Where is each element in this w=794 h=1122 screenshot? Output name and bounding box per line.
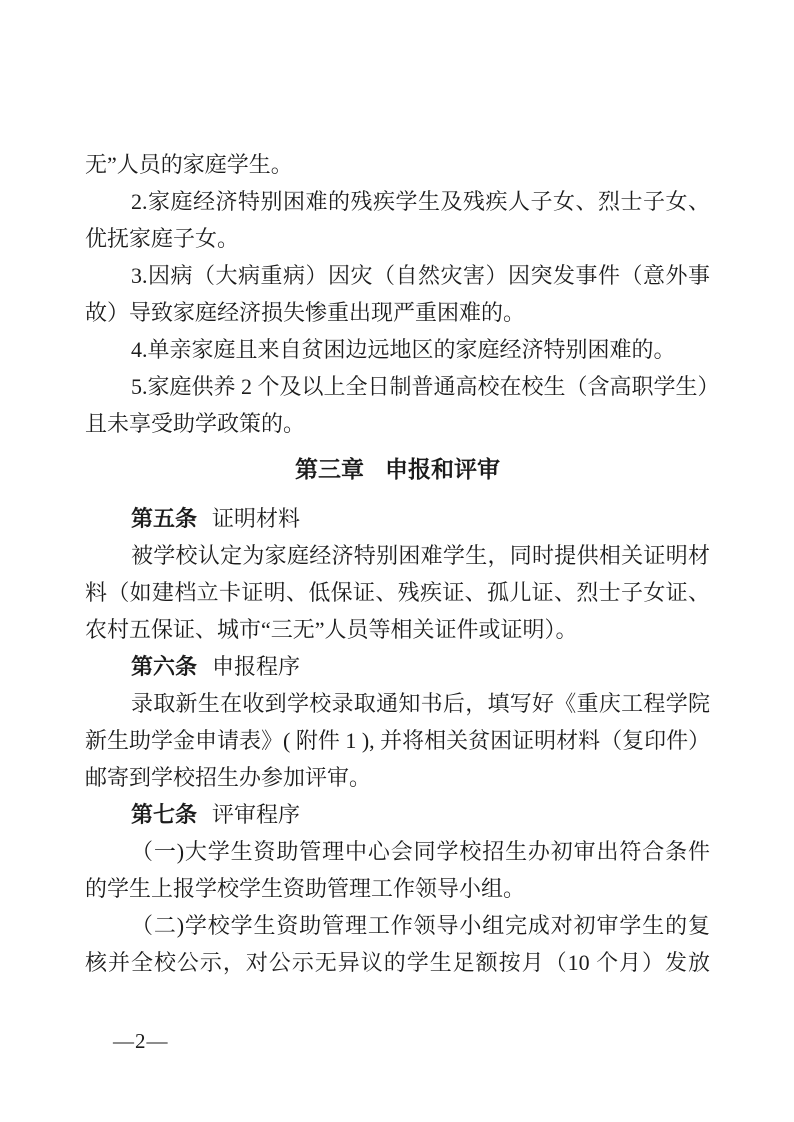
paragraph-line: （一)大学生资助管理中心会同学校招生办初审出符合条件 xyxy=(131,839,710,864)
page-number: —2— xyxy=(113,1029,169,1053)
paragraph-line: 4.单亲家庭且来自贫困边远地区的家庭经济特别困难的。 xyxy=(131,337,676,362)
article-title: 评审程序 xyxy=(212,802,301,827)
paragraph-line: 故）导致家庭经济损失惨重出现严重困难的。 xyxy=(85,300,526,325)
document-body xyxy=(85,146,720,981)
paragraph-line: 无”人员的家庭学生。 xyxy=(85,152,293,177)
article-label: 第五条 xyxy=(131,506,198,531)
paragraph-line: 录取新生在收到学校录取通知书后，填写好《重庆工程学院 xyxy=(131,691,710,716)
paragraph-line: 被学校认定为家庭经济特别困难学生，同时提供相关证明材 xyxy=(131,543,710,568)
article-heading xyxy=(85,500,710,537)
paragraph-line: 且未享受助学政策的。 xyxy=(85,411,306,436)
paragraph-line: 的学生上报学校学生资助管理工作领导小组。 xyxy=(85,876,526,901)
paragraph-line: 2.家庭经济特别困难的残疾学生及残疾人子女、烈士子女、 xyxy=(131,189,710,214)
paragraph-line: 新生助学金申请表》( 附件 1 ), 并将相关贫困证明材料（复印件） xyxy=(85,728,711,753)
paragraph-line: 料（如建档立卡证明、低保证、残疾证、孤儿证、烈士子女证、 xyxy=(85,580,710,605)
article-label: 第六条 xyxy=(131,654,198,679)
chapter-number: 第三章 xyxy=(295,456,364,482)
chapter-heading xyxy=(85,451,710,488)
article-heading xyxy=(85,796,710,833)
paragraph-line: 邮寄到学校招生办参加评审。 xyxy=(85,765,372,790)
paragraph-line: 农村五保证、城市“三无”人员等相关证件或证明）。 xyxy=(85,617,578,642)
article-heading xyxy=(85,648,710,685)
paragraph-line: 5.家庭供养 2 个及以上全日制普通高校在校生（含高职学生） xyxy=(131,374,720,399)
article-title: 申报程序 xyxy=(212,654,301,679)
chapter-title: 申报和评审 xyxy=(385,456,500,482)
paragraph-line: 3.因病（大病重病）因灾（自然灾害）因突发事件（意外事 xyxy=(131,263,710,288)
paragraph-line: 核并全校公示，对公示无异议的学生足额按月（10 个月）发放 xyxy=(85,950,710,975)
paragraph-line: 优抚家庭子女。 xyxy=(85,226,240,251)
article-label: 第七条 xyxy=(131,802,198,827)
article-title: 证明材料 xyxy=(212,506,301,531)
paragraph-line: （二)学校学生资助管理工作领导小组完成对初审学生的复 xyxy=(131,913,710,938)
